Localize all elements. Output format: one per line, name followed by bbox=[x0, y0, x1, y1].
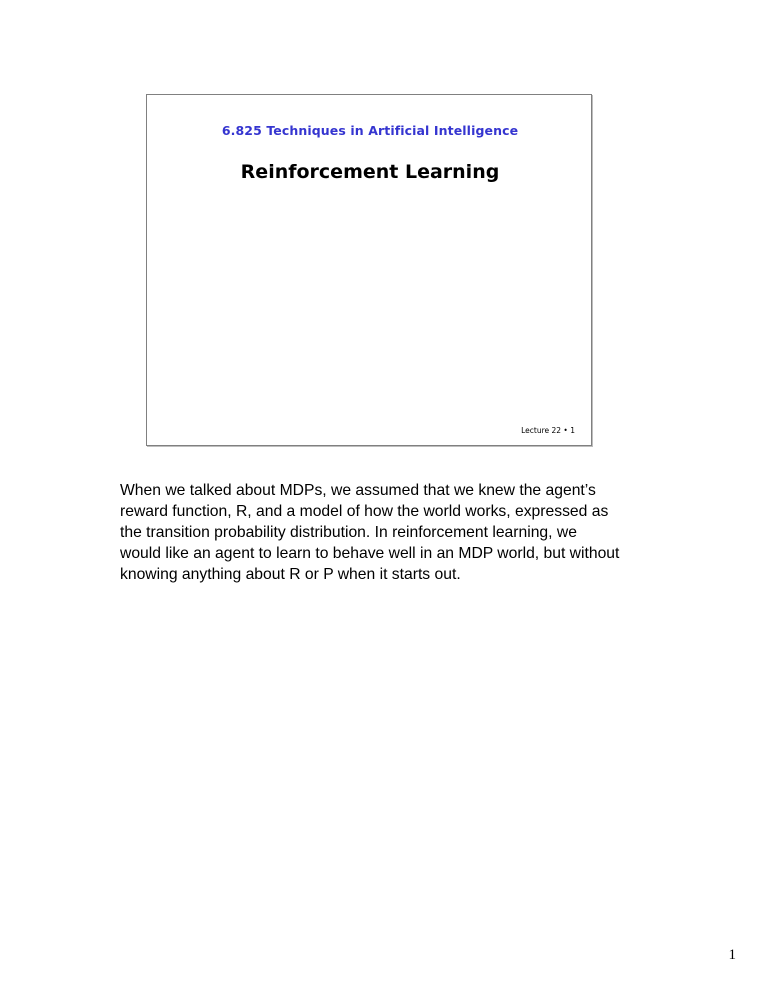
slide-thumbnail bbox=[146, 94, 592, 446]
page-number: 1 bbox=[728, 947, 736, 963]
lecture-notes-paragraph: When we talked about MDPs, we assumed that we knew the agent’s reward function, R, and a model of how the world works, expressed as the transition probability distribution. In reinforcement learning, we would like an agent to learn to behave well in an MDP world, but without knowing anything about R or P when it starts out. bbox=[120, 482, 620, 583]
slide-title: Reinforcement Learning bbox=[240, 161, 500, 183]
slide-footer: Lecture 22 • 1 bbox=[521, 426, 575, 435]
course-title: 6.825 Techniques in Artificial Intelligence bbox=[221, 123, 519, 138]
